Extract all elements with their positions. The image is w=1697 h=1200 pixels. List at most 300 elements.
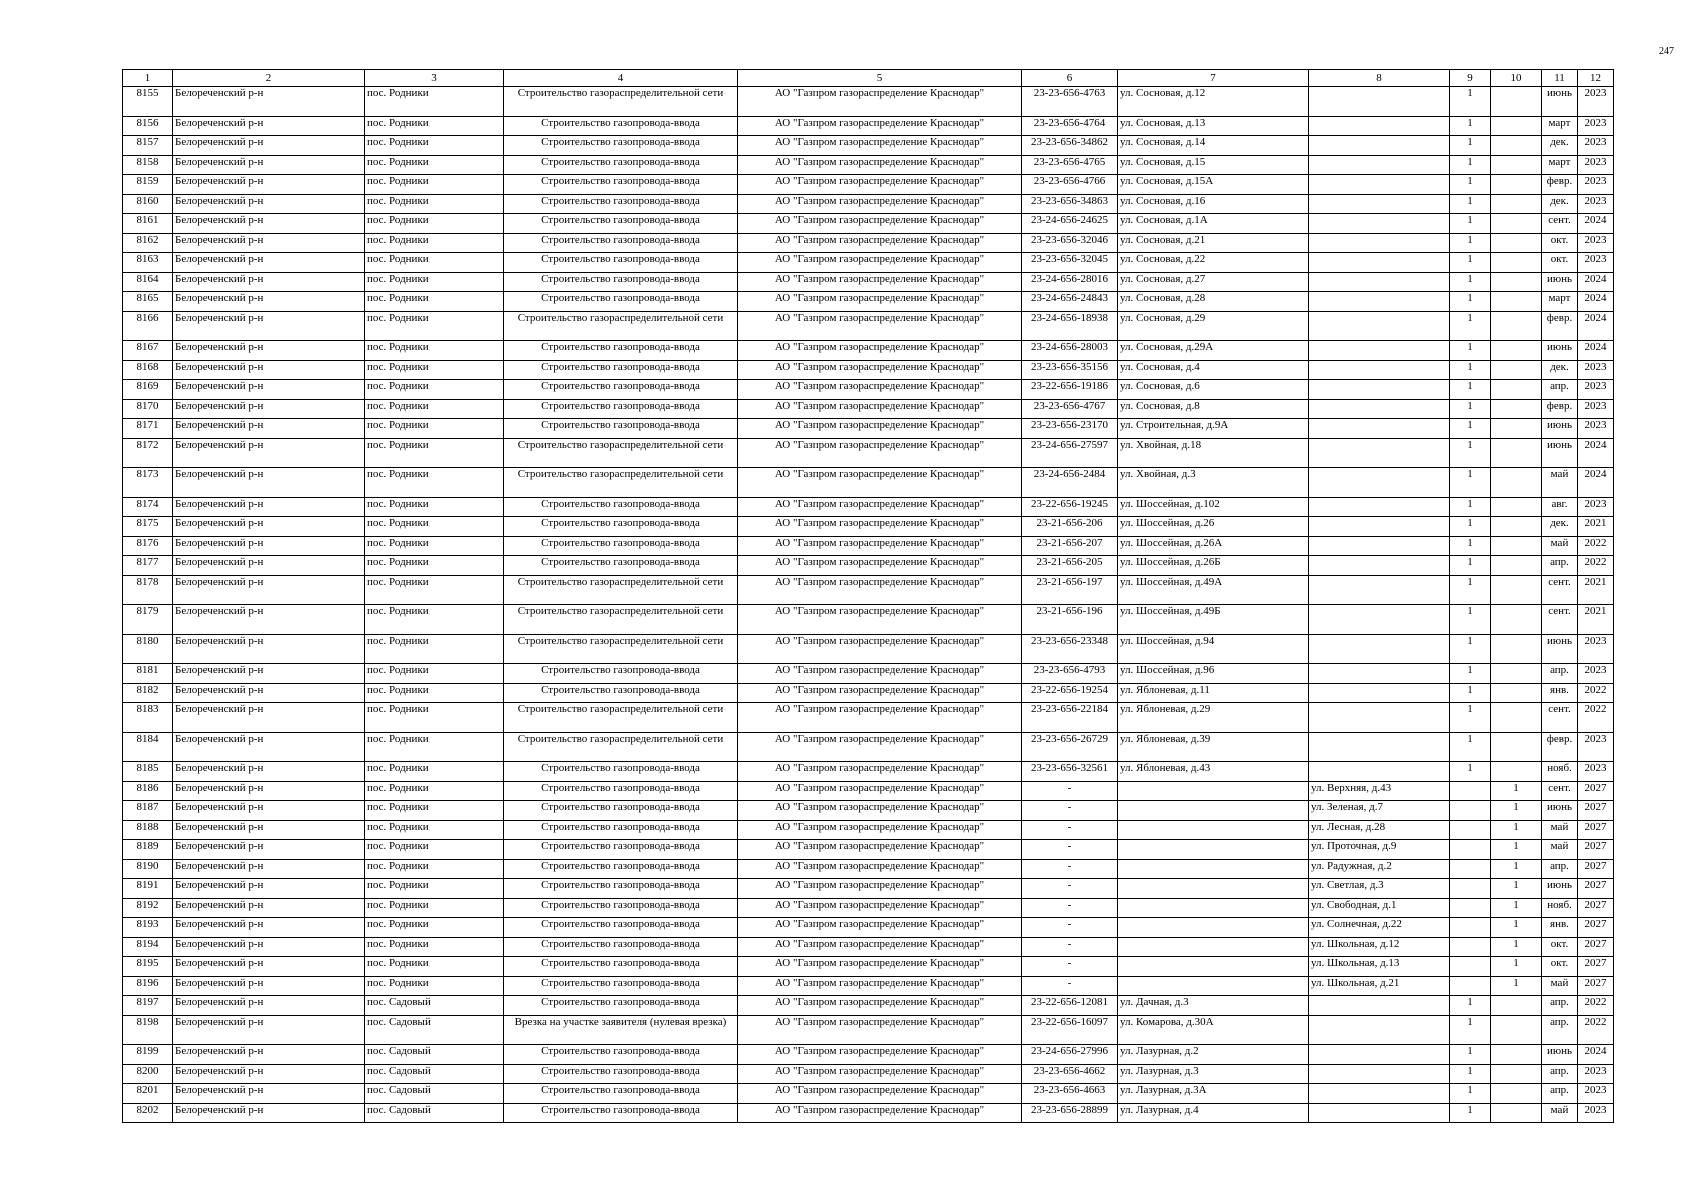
table-cell: Белореченский р-н — [173, 976, 365, 996]
table-cell: Строительство газопровода-ввода — [504, 879, 738, 899]
table-cell: авг. — [1542, 497, 1578, 517]
table-cell: АО "Газпром газораспределение Краснодар" — [738, 898, 1022, 918]
table-cell: АО "Газпром газораспределение Краснодар" — [738, 253, 1022, 273]
table-cell: 1 — [1491, 781, 1542, 801]
table-cell: 8184 — [123, 732, 173, 762]
table-cell: АО "Газпром газораспределение Краснодар" — [738, 575, 1022, 605]
table-cell: 8166 — [123, 311, 173, 341]
table-cell: ул. Сосновая, д.22 — [1118, 253, 1309, 273]
table-cell: Строительство газопровода-ввода — [504, 937, 738, 957]
table-cell — [1491, 341, 1542, 361]
table-cell: Строительство газопровода-ввода — [504, 898, 738, 918]
table-cell: 2023 — [1578, 664, 1614, 684]
table-cell: 1 — [1450, 399, 1491, 419]
table-cell: ул. Зеленая, д.7 — [1309, 801, 1450, 821]
table-cell: Белореченский р-н — [173, 272, 365, 292]
table-cell: ул. Сосновая, д.4 — [1118, 360, 1309, 380]
table-cell: ул. Лазурная, д.3 — [1118, 1064, 1309, 1084]
table-cell — [1309, 605, 1450, 635]
table-cell: май — [1542, 1103, 1578, 1123]
table-cell — [1118, 859, 1309, 879]
table-cell: ул. Проточная, д.9 — [1309, 840, 1450, 860]
table-cell: Белореченский р-н — [173, 1084, 365, 1104]
table-cell: пос. Родники — [365, 175, 504, 195]
table-cell: 2027 — [1578, 957, 1614, 977]
table-cell: ул. Строительная, д.9А — [1118, 419, 1309, 439]
table-cell: Белореченский р-н — [173, 1103, 365, 1123]
table-cell: 23-23-656-4663 — [1022, 1084, 1118, 1104]
table-cell — [1491, 664, 1542, 684]
table-cell: Строительство газопровода-ввода — [504, 840, 738, 860]
table-cell: янв. — [1542, 918, 1578, 938]
table-cell: 8187 — [123, 801, 173, 821]
table-cell — [1309, 732, 1450, 762]
table-cell: март — [1542, 292, 1578, 312]
table-cell: март — [1542, 155, 1578, 175]
table-cell — [1309, 517, 1450, 537]
table-cell: 8196 — [123, 976, 173, 996]
table-cell: Строительство газопровода-ввода — [504, 233, 738, 253]
table-cell: Строительство газопровода-ввода — [504, 272, 738, 292]
table-cell: АО "Газпром газораспределение Краснодар" — [738, 380, 1022, 400]
table-cell: 8192 — [123, 898, 173, 918]
table-cell: 1 — [1450, 1064, 1491, 1084]
table-cell: Белореченский р-н — [173, 781, 365, 801]
table-cell: 8195 — [123, 957, 173, 977]
table-cell: ул. Солнечная, д.22 — [1309, 918, 1450, 938]
table-cell: июнь — [1542, 634, 1578, 664]
table-cell: пос. Родники — [365, 419, 504, 439]
table-cell: Белореченский р-н — [173, 1064, 365, 1084]
table-cell: АО "Газпром газораспределение Краснодар" — [738, 840, 1022, 860]
table-cell: 1 — [1450, 732, 1491, 762]
table-cell: июнь — [1542, 438, 1578, 468]
table-cell: 2027 — [1578, 820, 1614, 840]
table-cell: 2022 — [1578, 536, 1614, 556]
table-cell: сент. — [1542, 605, 1578, 635]
table-cell: 1 — [1491, 801, 1542, 821]
table-row — [123, 840, 1614, 860]
table-cell: 8171 — [123, 419, 173, 439]
table-cell: сент. — [1542, 703, 1578, 733]
table-cell: пос. Родники — [365, 360, 504, 380]
table-cell — [1491, 116, 1542, 136]
table-cell: 1 — [1450, 605, 1491, 635]
table-row — [123, 664, 1614, 684]
table-cell: пос. Родники — [365, 820, 504, 840]
table-row — [123, 155, 1614, 175]
table-cell: Белореченский р-н — [173, 859, 365, 879]
table-cell: 2023 — [1578, 762, 1614, 782]
table-cell: ул. Шоссейная, д.94 — [1118, 634, 1309, 664]
table-cell: 8165 — [123, 292, 173, 312]
table-cell: - — [1022, 820, 1118, 840]
table-cell: пос. Родники — [365, 605, 504, 635]
table-cell: АО "Газпром газораспределение Краснодар" — [738, 272, 1022, 292]
table-cell: 8163 — [123, 253, 173, 273]
table-cell: 8186 — [123, 781, 173, 801]
table-cell — [1491, 762, 1542, 782]
table-cell: АО "Газпром газораспределение Краснодар" — [738, 937, 1022, 957]
table-cell: - — [1022, 801, 1118, 821]
table-cell: Белореченский р-н — [173, 360, 365, 380]
table-cell: Белореченский р-н — [173, 957, 365, 977]
table-cell: 1 — [1450, 438, 1491, 468]
table-cell: Строительство газопровода-ввода — [504, 341, 738, 361]
table-cell: февр. — [1542, 399, 1578, 419]
table-cell: Строительство газопровода-ввода — [504, 497, 738, 517]
table-cell — [1309, 311, 1450, 341]
table-cell: 23-23-656-34862 — [1022, 136, 1118, 156]
table-cell: 2027 — [1578, 859, 1614, 879]
table-cell: пос. Родники — [365, 87, 504, 117]
table-cell: дек. — [1542, 360, 1578, 380]
table-cell: Белореченский р-н — [173, 155, 365, 175]
table-cell: ул. Сосновая, д.1А — [1118, 214, 1309, 234]
table-cell: 23-21-656-196 — [1022, 605, 1118, 635]
table-cell: 2024 — [1578, 311, 1614, 341]
table-cell: 2024 — [1578, 341, 1614, 361]
table-row — [123, 1084, 1614, 1104]
table-cell: АО "Газпром газораспределение Краснодар" — [738, 536, 1022, 556]
table-cell: 2023 — [1578, 194, 1614, 214]
table-cell: 8179 — [123, 605, 173, 635]
table-cell: ул. Комарова, д.30А — [1118, 1015, 1309, 1045]
table-cell: - — [1022, 840, 1118, 860]
table-cell: Строительство газораспределительной сети — [504, 703, 738, 733]
column-header: 4 — [504, 70, 738, 87]
table-cell: 23-23-656-22184 — [1022, 703, 1118, 733]
table-cell: 8177 — [123, 556, 173, 576]
table-cell: 2023 — [1578, 233, 1614, 253]
table-cell: пос. Родники — [365, 879, 504, 899]
table-cell: Строительство газораспределительной сети — [504, 575, 738, 605]
table-row — [123, 605, 1614, 635]
table-cell — [1491, 194, 1542, 214]
table-cell: 8188 — [123, 820, 173, 840]
table-cell: нояб. — [1542, 898, 1578, 918]
table-cell: 2027 — [1578, 840, 1614, 860]
table-cell: 8172 — [123, 438, 173, 468]
column-header: 8 — [1309, 70, 1450, 87]
table-cell: АО "Газпром газораспределение Краснодар" — [738, 762, 1022, 782]
table-cell: ул. Школьная, д.21 — [1309, 976, 1450, 996]
table-row — [123, 175, 1614, 195]
table-cell: ул. Сосновая, д.8 — [1118, 399, 1309, 419]
table-cell: пос. Родники — [365, 918, 504, 938]
table-cell: Белореченский р-н — [173, 214, 365, 234]
table-cell: 1 — [1450, 762, 1491, 782]
table-cell — [1309, 664, 1450, 684]
table-cell: ул. Сосновая, д.14 — [1118, 136, 1309, 156]
table-cell: 8157 — [123, 136, 173, 156]
table-cell: 2021 — [1578, 575, 1614, 605]
table-cell: Белореченский р-н — [173, 634, 365, 664]
table-cell: Белореченский р-н — [173, 438, 365, 468]
table-cell: 2022 — [1578, 683, 1614, 703]
table-cell — [1491, 556, 1542, 576]
table-cell: пос. Родники — [365, 116, 504, 136]
table-cell: пос. Родники — [365, 399, 504, 419]
table-cell: АО "Газпром газораспределение Краснодар" — [738, 556, 1022, 576]
table-cell: пос. Родники — [365, 214, 504, 234]
table-cell: пос. Родники — [365, 155, 504, 175]
table-cell — [1491, 214, 1542, 234]
table-cell — [1118, 840, 1309, 860]
table-cell: АО "Газпром газораспределение Краснодар" — [738, 341, 1022, 361]
table-cell: 2023 — [1578, 136, 1614, 156]
table-cell: 23-22-656-19245 — [1022, 497, 1118, 517]
table-cell: АО "Газпром газораспределение Краснодар" — [738, 517, 1022, 537]
table-cell — [1491, 634, 1542, 664]
table-cell: 2023 — [1578, 155, 1614, 175]
table-cell: Белореченский р-н — [173, 820, 365, 840]
table-cell: ул. Шоссейная, д.26Б — [1118, 556, 1309, 576]
table-row — [123, 214, 1614, 234]
table-cell: АО "Газпром газораспределение Краснодар" — [738, 419, 1022, 439]
table-cell — [1491, 703, 1542, 733]
table-cell: АО "Газпром газораспределение Краснодар" — [738, 399, 1022, 419]
column-header: 9 — [1450, 70, 1491, 87]
table-cell: АО "Газпром газораспределение Краснодар" — [738, 214, 1022, 234]
table-row — [123, 1045, 1614, 1065]
table-row — [123, 683, 1614, 703]
table-cell: 1 — [1450, 664, 1491, 684]
table-cell: ул. Сосновая, д.27 — [1118, 272, 1309, 292]
table-cell: Белореченский р-н — [173, 399, 365, 419]
table-cell: 2024 — [1578, 272, 1614, 292]
table-cell: 2024 — [1578, 292, 1614, 312]
table-cell: 23-23-656-35156 — [1022, 360, 1118, 380]
table-row — [123, 87, 1614, 117]
table-cell — [1309, 556, 1450, 576]
column-header: 10 — [1491, 70, 1542, 87]
table-cell: 8156 — [123, 116, 173, 136]
table-cell: 2023 — [1578, 253, 1614, 273]
table-cell: 1 — [1450, 253, 1491, 273]
table-cell: АО "Газпром газораспределение Краснодар" — [738, 1045, 1022, 1065]
table-cell — [1309, 341, 1450, 361]
table-cell: пос. Родники — [365, 683, 504, 703]
table-cell — [1118, 879, 1309, 899]
table-cell: май — [1542, 840, 1578, 860]
table-cell: Белореченский р-н — [173, 292, 365, 312]
table-row — [123, 1103, 1614, 1123]
table-cell: 1 — [1491, 840, 1542, 860]
table-cell — [1309, 536, 1450, 556]
table-cell: окт. — [1542, 937, 1578, 957]
table-cell — [1491, 996, 1542, 1016]
table-cell: май — [1542, 976, 1578, 996]
table-cell — [1450, 957, 1491, 977]
table-row — [123, 957, 1614, 977]
table-cell: 1 — [1450, 155, 1491, 175]
table-cell: ул. Дачная, д.3 — [1118, 996, 1309, 1016]
table-cell: сент. — [1542, 575, 1578, 605]
table-cell: АО "Газпром газораспределение Краснодар" — [738, 292, 1022, 312]
table-cell: АО "Газпром газораспределение Краснодар" — [738, 1015, 1022, 1045]
table-cell: пос. Садовый — [365, 1045, 504, 1065]
table-cell: ул. Яблоневая, д.43 — [1118, 762, 1309, 782]
table-cell: 23-23-656-32046 — [1022, 233, 1118, 253]
table-cell: 1 — [1450, 556, 1491, 576]
table-cell: пос. Садовый — [365, 1064, 504, 1084]
table-cell: пос. Родники — [365, 292, 504, 312]
table-cell: 1 — [1450, 703, 1491, 733]
table-cell: 2022 — [1578, 996, 1614, 1016]
table-cell: Белореченский р-н — [173, 683, 365, 703]
table-cell: АО "Газпром газораспределение Краснодар" — [738, 497, 1022, 517]
table-cell: Строительство газопровода-ввода — [504, 859, 738, 879]
table-cell: 1 — [1491, 918, 1542, 938]
table-cell: ул. Сосновая, д.13 — [1118, 116, 1309, 136]
table-row — [123, 732, 1614, 762]
table-cell: 8182 — [123, 683, 173, 703]
table-cell: май — [1542, 468, 1578, 498]
table-cell: 2023 — [1578, 1084, 1614, 1104]
table-cell: Белореченский р-н — [173, 536, 365, 556]
table-cell — [1118, 781, 1309, 801]
table-cell: Белореченский р-н — [173, 380, 365, 400]
table-cell: АО "Газпром газораспределение Краснодар" — [738, 175, 1022, 195]
table-cell: Строительство газопровода-ввода — [504, 820, 738, 840]
table-cell: 8200 — [123, 1064, 173, 1084]
table-cell: ул. Шоссейная, д.96 — [1118, 664, 1309, 684]
table-cell: Строительство газопровода-ввода — [504, 1084, 738, 1104]
table-cell: 8175 — [123, 517, 173, 537]
table-cell: ул. Светлая, д.3 — [1309, 879, 1450, 899]
table-cell: пос. Родники — [365, 468, 504, 498]
table-cell: 8158 — [123, 155, 173, 175]
table-cell: АО "Газпром газораспределение Краснодар" — [738, 194, 1022, 214]
table-cell: 2023 — [1578, 497, 1614, 517]
table-cell: 2023 — [1578, 732, 1614, 762]
table-cell: ул. Шоссейная, д.49Б — [1118, 605, 1309, 635]
table-cell: 2023 — [1578, 380, 1614, 400]
table-cell: ул. Яблоневая, д.39 — [1118, 732, 1309, 762]
table-cell — [1491, 536, 1542, 556]
table-cell: пос. Родники — [365, 898, 504, 918]
table-cell: Строительство газопровода-ввода — [504, 556, 738, 576]
table-cell: 1 — [1450, 311, 1491, 341]
table-cell: Строительство газопровода-ввода — [504, 976, 738, 996]
table-cell: 8160 — [123, 194, 173, 214]
table-cell: 1 — [1491, 859, 1542, 879]
table-cell — [1491, 175, 1542, 195]
column-header: 11 — [1542, 70, 1578, 87]
table-cell: Строительство газопровода-ввода — [504, 292, 738, 312]
table-cell: 1 — [1491, 820, 1542, 840]
table-cell — [1450, 918, 1491, 938]
table-cell: 2027 — [1578, 918, 1614, 938]
table-cell — [1491, 380, 1542, 400]
table-cell: 1 — [1491, 898, 1542, 918]
table-cell: - — [1022, 957, 1118, 977]
table-cell: 2027 — [1578, 781, 1614, 801]
table-cell: 23-23-656-26729 — [1022, 732, 1118, 762]
table-cell: 1 — [1491, 879, 1542, 899]
table-cell: пос. Родники — [365, 517, 504, 537]
table-cell — [1450, 937, 1491, 957]
table-cell: АО "Газпром газораспределение Краснодар" — [738, 155, 1022, 175]
table-cell: 1 — [1491, 976, 1542, 996]
table-cell: АО "Газпром газораспределение Краснодар" — [738, 918, 1022, 938]
table-cell: Строительство газопровода-ввода — [504, 918, 738, 938]
table-cell: АО "Газпром газораспределение Краснодар" — [738, 1084, 1022, 1104]
table-cell: 8168 — [123, 360, 173, 380]
table-cell: 1 — [1450, 360, 1491, 380]
table-cell: ул. Сосновая, д.28 — [1118, 292, 1309, 312]
table-cell: Строительство газопровода-ввода — [504, 419, 738, 439]
table-cell: Белореченский р-н — [173, 311, 365, 341]
table-cell: АО "Газпром газораспределение Краснодар" — [738, 703, 1022, 733]
table-cell — [1450, 840, 1491, 860]
table-cell — [1309, 155, 1450, 175]
table-cell: май — [1542, 820, 1578, 840]
table-cell: 23-24-656-18938 — [1022, 311, 1118, 341]
table-cell: 1 — [1450, 996, 1491, 1016]
column-header: 1 — [123, 70, 173, 87]
table-cell: 1 — [1491, 957, 1542, 977]
table-row — [123, 801, 1614, 821]
table-cell: Строительство газопровода-ввода — [504, 517, 738, 537]
column-header: 2 — [173, 70, 365, 87]
table-cell: 8173 — [123, 468, 173, 498]
table-cell — [1491, 1015, 1542, 1045]
table-cell: 2027 — [1578, 937, 1614, 957]
table-cell: пос. Садовый — [365, 1084, 504, 1104]
table-cell: Строительство газораспределительной сети — [504, 605, 738, 635]
table-cell: июнь — [1542, 341, 1578, 361]
table-cell: АО "Газпром газораспределение Краснодар" — [738, 879, 1022, 899]
table-cell: 8190 — [123, 859, 173, 879]
table-cell: март — [1542, 116, 1578, 136]
table-cell — [1450, 781, 1491, 801]
table-cell: 1 — [1450, 1103, 1491, 1123]
table-cell: АО "Газпром газораспределение Краснодар" — [738, 1064, 1022, 1084]
table-cell: апр. — [1542, 859, 1578, 879]
table-cell — [1309, 360, 1450, 380]
table-cell: окт. — [1542, 253, 1578, 273]
table-cell — [1309, 272, 1450, 292]
table-row — [123, 556, 1614, 576]
table-cell: Белореченский р-н — [173, 801, 365, 821]
table-cell — [1309, 116, 1450, 136]
table-cell: ул. Шоссейная, д.102 — [1118, 497, 1309, 517]
table-cell: 8178 — [123, 575, 173, 605]
table-cell: 1 — [1450, 536, 1491, 556]
table-cell — [1491, 605, 1542, 635]
table-row — [123, 976, 1614, 996]
table-cell: 2024 — [1578, 1045, 1614, 1065]
table-cell — [1491, 575, 1542, 605]
table-cell: 8193 — [123, 918, 173, 938]
table-cell: АО "Газпром газораспределение Краснодар" — [738, 781, 1022, 801]
table-cell: ул. Сосновая, д.29 — [1118, 311, 1309, 341]
table-cell: сент. — [1542, 781, 1578, 801]
table-cell: ул. Радужная, д.2 — [1309, 859, 1450, 879]
table-cell: пос. Садовый — [365, 1103, 504, 1123]
table-cell: 2022 — [1578, 556, 1614, 576]
table-cell: Белореченский р-н — [173, 664, 365, 684]
table-cell — [1309, 380, 1450, 400]
table-cell — [1491, 683, 1542, 703]
table-cell: Белореченский р-н — [173, 497, 365, 517]
table-row — [123, 879, 1614, 899]
table-cell: 8201 — [123, 1084, 173, 1104]
table-row — [123, 380, 1614, 400]
table-cell: - — [1022, 859, 1118, 879]
